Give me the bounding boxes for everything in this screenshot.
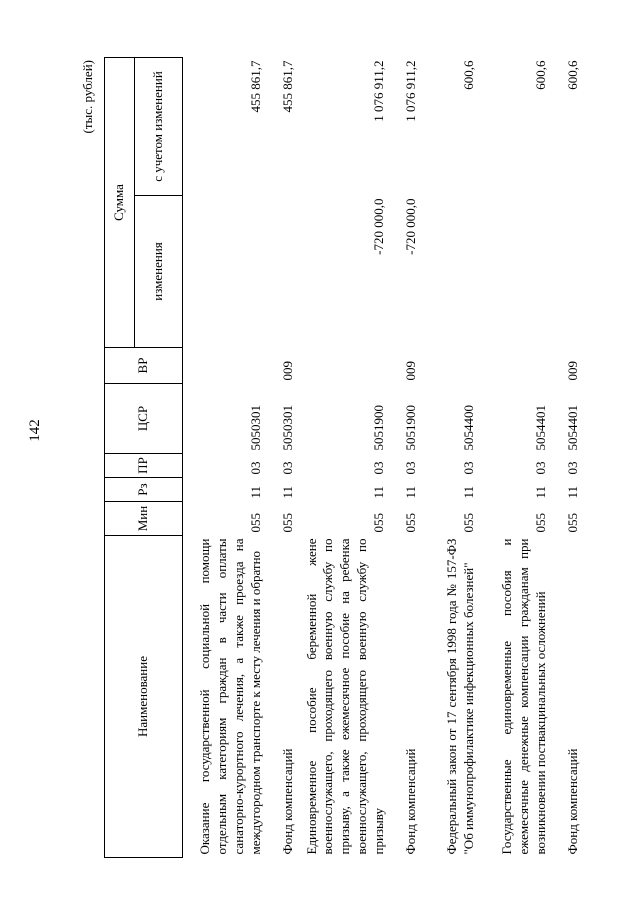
row-min: 055 (371, 513, 387, 533)
table-row (392, 58, 424, 858)
row-changes (269, 196, 301, 348)
row-csr: 5054401 (533, 405, 549, 451)
table-header (105, 58, 183, 858)
header-sum: Сумма (105, 58, 135, 348)
row-pr: 03 (533, 461, 549, 475)
row-with-changes: 455 861,7 (279, 60, 295, 113)
row-name: Государственные единовременные пособия и ежемесячные денежные компенсации гражданам при возникновении поствакцинальных осложнений (499, 538, 549, 855)
row-changes: -720 000,0 (403, 198, 419, 255)
row-changes (183, 196, 269, 348)
row-vr (183, 348, 269, 384)
row-changes (554, 196, 586, 348)
units-note: (тыс. рублей) (80, 60, 95, 134)
row-name: Единовременное пособие беременной жене военнослужащего, проходящего военную службу по призыву, а также ежемесячное пособие на ребенка военнослужащего, проходящего военную службу по призыву (303, 538, 387, 855)
row-csr: 5054400 (461, 405, 477, 451)
row-rz: 11 (371, 485, 387, 499)
row-changes: -720 000,0 (371, 198, 387, 255)
row-with-changes: 600,6 (565, 60, 581, 90)
table-row (482, 58, 554, 858)
row-pr: 03 (247, 461, 263, 475)
row-csr: 5050301 (279, 405, 295, 451)
table-body (183, 58, 586, 858)
budget-table (104, 57, 586, 858)
header-changes: изменения (135, 196, 183, 348)
row-csr: 5054401 (565, 405, 581, 451)
row-changes (482, 196, 554, 348)
row-csr: 5051900 (371, 405, 387, 451)
row-vr (424, 348, 482, 384)
row-min: 055 (565, 513, 581, 533)
row-rz: 11 (533, 485, 549, 499)
row-min: 055 (247, 513, 263, 533)
table-row (424, 58, 482, 858)
row-vr: 009 (279, 361, 295, 381)
row-with-changes: 455 861,7 (247, 60, 263, 113)
row-name: Фонд компенсаций (403, 748, 419, 855)
row-name: Оказание государственной социальной помощи отдельным категориям граждан в части оплаты санаторно-курортного лечения, а также проезда на междугородном транспорте к месту лечения и обратно (196, 538, 263, 855)
row-with-changes: 600,6 (533, 60, 549, 90)
header-pr: ПР (105, 454, 183, 478)
row-pr: 03 (403, 461, 419, 475)
page-number-text: 142 (26, 418, 43, 442)
row-csr: 5050301 (247, 405, 263, 451)
row-min: 055 (279, 513, 295, 533)
table-row (269, 58, 301, 858)
row-name: Фонд компенсаций (565, 748, 581, 855)
row-rz: 11 (565, 485, 581, 499)
row-with-changes: 1 076 911,2 (371, 60, 387, 122)
page-number (24, 410, 46, 450)
row-pr: 03 (279, 461, 295, 475)
row-csr: 5051900 (403, 405, 419, 451)
header-csr: ЦСР (105, 384, 183, 454)
header-with-changes: с учетом изменений (135, 58, 183, 196)
header-rz: Рз (105, 478, 183, 502)
row-rz: 11 (247, 485, 263, 499)
row-name: Фонд компенсаций (279, 748, 295, 855)
row-pr: 03 (371, 461, 387, 475)
row-rz: 11 (279, 485, 295, 499)
row-rz: 11 (403, 485, 419, 499)
header-name: Наименование (105, 536, 183, 858)
row-min: 055 (533, 513, 549, 533)
row-pr: 03 (565, 461, 581, 475)
row-rz: 11 (461, 485, 477, 499)
row-vr (482, 348, 554, 384)
row-min: 055 (461, 513, 477, 533)
row-with-changes: 600,6 (461, 60, 477, 90)
table-row (554, 58, 586, 858)
header-min: Мин (105, 502, 183, 536)
row-vr (301, 348, 392, 384)
row-vr: 009 (565, 361, 581, 381)
header-vr: ВР (105, 348, 183, 384)
row-min: 055 (403, 513, 419, 533)
rotated-page-content (80, 58, 620, 858)
row-with-changes: 1 076 911,2 (403, 60, 419, 122)
table-row (301, 58, 392, 858)
row-changes (424, 196, 482, 348)
row-vr: 009 (403, 361, 419, 381)
row-name: Федеральный закон от 17 сентября 1998 года № 157-ФЗ "Об иммунопрофилактике инфекционных болезней" (444, 538, 477, 855)
row-pr: 03 (461, 461, 477, 475)
table-row (183, 58, 269, 858)
